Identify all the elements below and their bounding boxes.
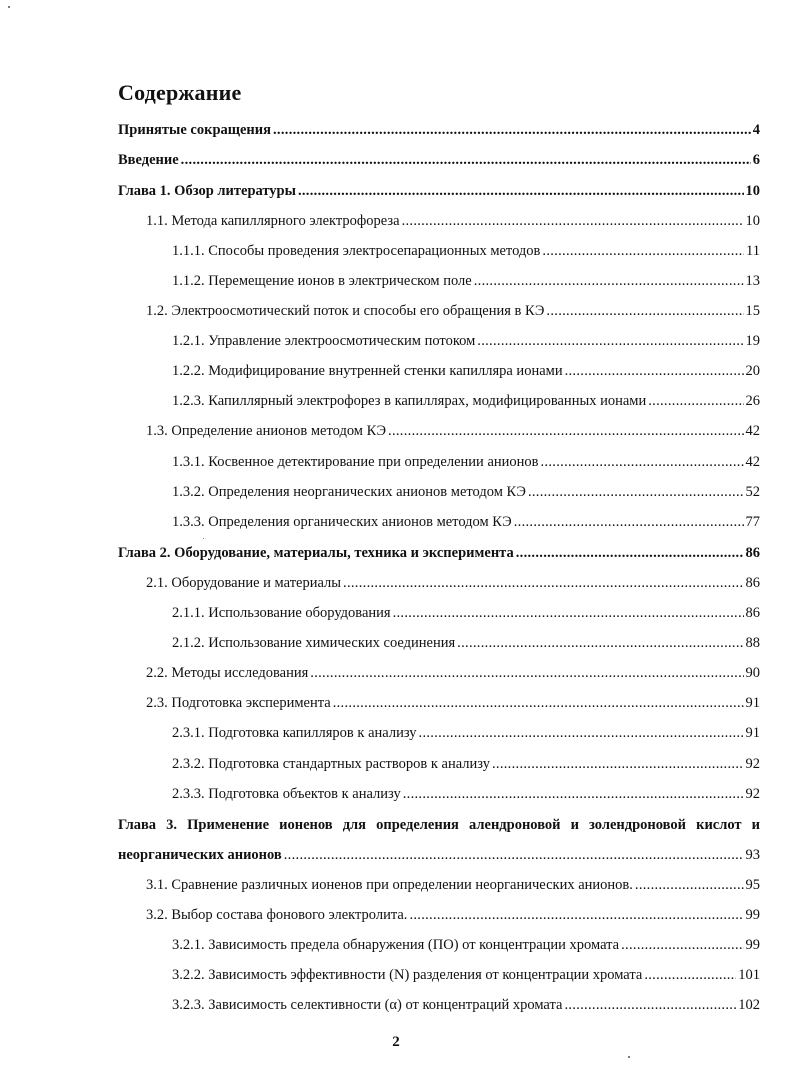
dot-leader xyxy=(457,634,743,652)
dot-leader xyxy=(542,242,744,260)
toc-page-number: 95 xyxy=(745,877,760,893)
toc-entry-label: 2.1.1. Использование оборудования xyxy=(172,605,391,621)
dot-leader xyxy=(492,755,744,773)
toc-entry-1-3-2[interactable] xyxy=(172,483,760,501)
toc-entry-1-2[interactable] xyxy=(146,302,760,320)
dot-leader xyxy=(648,392,743,410)
toc-page-number: 91 xyxy=(745,695,760,711)
toc-entry-3-1[interactable] xyxy=(146,876,760,894)
toc-entry-2-3-3[interactable] xyxy=(172,785,760,803)
dot-leader xyxy=(273,121,751,139)
toc-entry-label: 1.3. Определение анионов методом КЭ xyxy=(146,423,387,439)
toc-entry-label: 1.2.2. Модифицирование внутренней стенки капилляра ионами xyxy=(172,363,563,379)
toc-page-number: 42 xyxy=(745,454,760,470)
toc-page-number: 91 xyxy=(745,725,760,741)
toc-entry-label: 1.1.2. Перемещение ионов в электрическом поле xyxy=(172,273,472,289)
dot-leader xyxy=(474,272,744,290)
dot-leader xyxy=(546,302,743,320)
toc-entry-1-2-2[interactable] xyxy=(172,362,760,380)
toc-entry-label: 1.1.1. Способы проведения электросепарационных методов xyxy=(172,243,541,259)
toc-entry-label: 1.3.1. Косвенное детектирование при определении анионов xyxy=(172,454,539,470)
toc-entry-label: неорганических анионов xyxy=(118,847,282,863)
dot-leader xyxy=(402,212,744,230)
toc-page-number: 11 xyxy=(746,243,760,259)
toc-entry-1-3-1[interactable] xyxy=(172,453,760,471)
toc-entry-2-1[interactable] xyxy=(146,574,760,592)
toc-page-number: 15 xyxy=(745,303,760,319)
toc-page-number: 86 xyxy=(745,575,760,591)
toc-page-number: 26 xyxy=(745,393,760,409)
toc-entry-chapter-2[interactable] xyxy=(118,544,760,562)
toc-page-number: 99 xyxy=(745,937,760,953)
toc-entry-1-1[interactable] xyxy=(146,212,760,230)
toc-entry-label: 3.2.2. Зависимость эффективности (N) разделения от концентрации хромата xyxy=(172,967,643,983)
toc-entry-2-1-2[interactable] xyxy=(172,634,760,652)
toc-entry-label: 3.2.1. Зависимость предела обнаружения (ПО) от концентрации хромата xyxy=(172,937,620,953)
toc-page-number: 20 xyxy=(745,363,760,379)
toc-entry-2-2[interactable] xyxy=(146,664,760,682)
dot-leader xyxy=(403,785,744,803)
toc-entry-3-2[interactable] xyxy=(146,906,760,924)
dot-leader xyxy=(284,846,744,864)
toc-page-number: 19 xyxy=(745,333,760,349)
toc-entry-2-3-2[interactable] xyxy=(172,755,760,773)
toc-entry-label: 1.3.3. Определения органических анионов методом КЭ xyxy=(172,514,512,530)
toc-entry-label: Введение xyxy=(118,152,179,168)
toc-entry-1-3[interactable] xyxy=(146,422,760,440)
toc-entry-1-3-3[interactable] xyxy=(172,513,760,531)
dot-leader xyxy=(388,422,743,440)
toc-entry-1-2-1[interactable] xyxy=(172,332,760,350)
toc-page-number: 86 xyxy=(745,545,760,561)
dot-leader xyxy=(310,664,743,682)
toc-entry-label: 3.2. Выбор состава фонового электролита. xyxy=(146,907,408,923)
toc-entry-1-2-3[interactable] xyxy=(172,392,760,410)
toc-entry-2-1-1[interactable] xyxy=(172,604,760,622)
toc-page-number: 92 xyxy=(745,756,760,772)
toc-entry-3-2-2[interactable] xyxy=(172,966,760,984)
toc-entry-label: 2.3.2. Подготовка стандартных растворов к анализу xyxy=(172,756,490,772)
toc-entry-label: 2.3.1. Подготовка капилляров к анализу xyxy=(172,725,417,741)
toc-entry-label: Глава 1. Обзор литературы xyxy=(118,183,296,199)
toc-entry-label: 1.3.2. Определения неорганических анионов методом КЭ xyxy=(172,484,526,500)
dot-leader xyxy=(419,724,744,742)
dot-leader xyxy=(409,906,743,924)
toc-entry-label: 1.2.3. Капиллярный электрофорез в капиллярах, модифицированных ионами xyxy=(172,393,647,409)
scan-speck xyxy=(203,538,204,539)
toc-page-number: 90 xyxy=(745,665,760,681)
toc-entry-label: 1.2.1. Управление электроосмотическим потоком xyxy=(172,333,476,349)
scan-speck xyxy=(628,1056,630,1058)
toc-page-number: 4 xyxy=(752,122,760,138)
toc-page-number: 88 xyxy=(745,635,760,651)
toc-entry-1-1-2[interactable] xyxy=(172,272,760,290)
toc-page-number: 93 xyxy=(745,847,760,863)
toc-entry-abbreviations[interactable] xyxy=(118,121,760,139)
toc-entry-label: Принятые сокращения xyxy=(118,122,271,138)
toc-entry-label: 1.2. Электроосмотический поток и способы его обращения в КЭ xyxy=(146,303,545,319)
dot-leader xyxy=(333,694,744,712)
dot-leader xyxy=(621,936,743,954)
toc-entry-label: 2.2. Методы исследования xyxy=(146,665,309,681)
toc-page-number: 6 xyxy=(752,152,760,168)
toc-entry-label: 2.3. Подготовка эксперимента xyxy=(146,695,331,711)
dot-leader xyxy=(514,513,744,531)
dot-leader xyxy=(565,362,744,380)
toc-entry-chapter-1[interactable] xyxy=(118,182,760,200)
toc-title: Содержание xyxy=(118,80,242,105)
toc-entry-label: 2.1.2. Использование химических соединения xyxy=(172,635,456,651)
page-number: 2 xyxy=(392,1034,400,1050)
toc-entry-label: 1.1. Метода капиллярного электрофореза xyxy=(146,213,400,229)
toc-page-number: 101 xyxy=(738,967,760,983)
dot-leader xyxy=(393,604,744,622)
toc-entry-label: 3.2.3. Зависимость селективности (α) от концентраций хромата xyxy=(172,997,563,1013)
toc-entry-1-1-1[interactable] xyxy=(172,242,760,260)
dot-leader xyxy=(477,332,743,350)
toc-entry-3-2-1[interactable] xyxy=(172,936,760,954)
toc-entry-2-3-1[interactable] xyxy=(172,724,760,742)
dot-leader xyxy=(564,996,736,1014)
toc-page-number: 42 xyxy=(745,423,760,439)
toc-page-number: 86 xyxy=(745,605,760,621)
toc-entry-label: 3.1. Сравнение различных ионенов при определении неорганических анионов. xyxy=(146,877,633,893)
toc-entry-2-3[interactable] xyxy=(146,694,760,712)
dot-leader xyxy=(644,966,736,984)
toc-page-number: 52 xyxy=(745,484,760,500)
dot-leader xyxy=(635,876,744,894)
dot-leader xyxy=(181,151,751,169)
toc-entry-3-2-3[interactable] xyxy=(172,996,760,1014)
toc-page-number: 99 xyxy=(745,907,760,923)
toc-page-number: 10 xyxy=(745,183,760,199)
toc-entry-label: 2.3.3. Подготовка объектов к анализу xyxy=(172,786,401,802)
toc-entry-chapter-3[interactable] xyxy=(118,846,760,864)
toc-entry-label: 2.1. Оборудование и материалы xyxy=(146,575,342,591)
dot-leader xyxy=(343,574,743,592)
toc-page-number: 92 xyxy=(745,786,760,802)
toc-page-number: 13 xyxy=(745,273,760,289)
toc-entry-introduction[interactable] xyxy=(118,151,760,169)
dot-leader xyxy=(528,483,744,501)
toc-entry-label: Глава 2. Оборудование, материалы, техника и эксперимента xyxy=(118,545,514,561)
dot-leader xyxy=(516,544,744,562)
toc-entry-chapter-3-line-1[interactable]: Глава 3. Применение ионенов для определения алендроновой и золендроновой кислот и xyxy=(118,817,760,833)
toc-page-number: 10 xyxy=(745,213,760,229)
dot-leader xyxy=(541,453,744,471)
dot-leader xyxy=(298,182,744,200)
toc-page-number: 102 xyxy=(738,997,760,1013)
toc-page-number: 77 xyxy=(745,514,760,530)
